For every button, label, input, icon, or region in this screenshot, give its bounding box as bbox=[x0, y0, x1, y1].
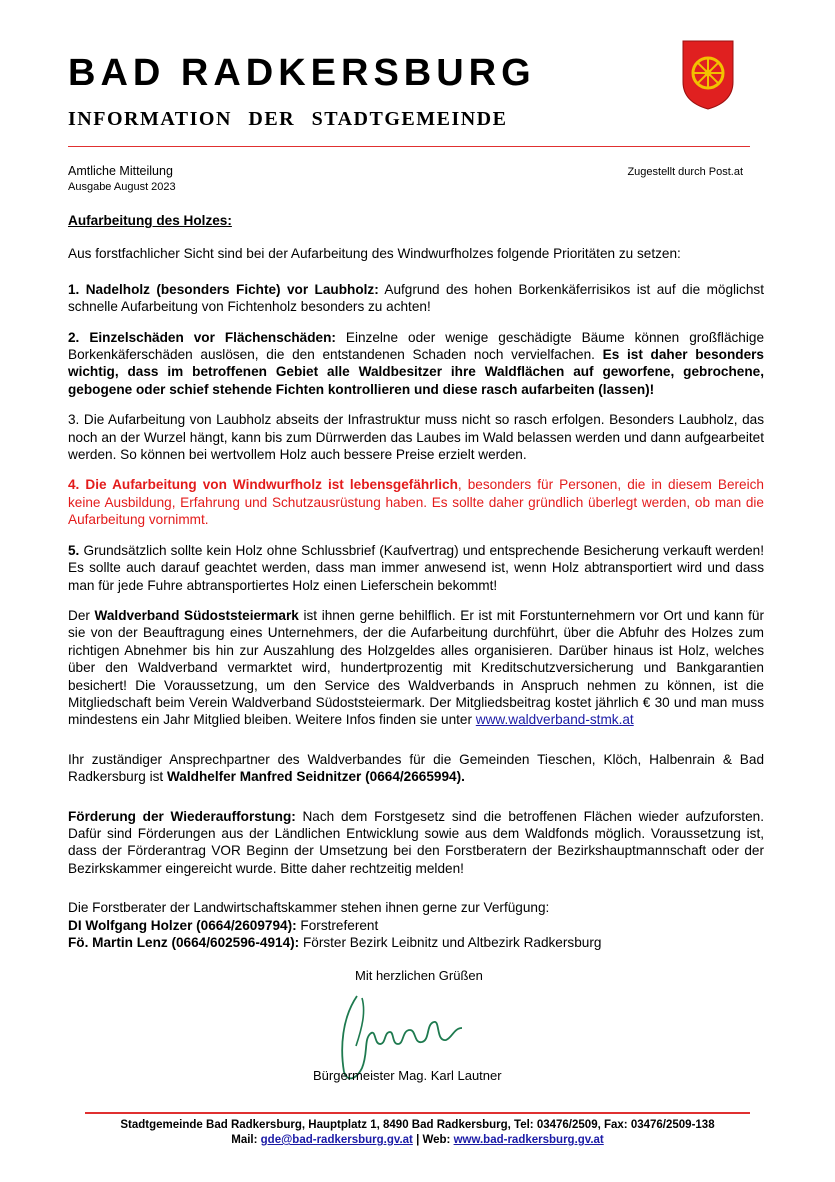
reforestation-paragraph: Förderung der Wiederaufforstung: Nach dem Forstgesetz sind die betroffenen Flächen wieder aufzuforsten. Dafür sind Förderungen aus der Ländlichen Entwicklung sowie aus dem Waldfonds möglich. Voraussetzung ist, dass der Förderantrag VOR Beginn der Umsetzung bei den Forstberatern der Bezirkshauptmannschaft oder der Bezirkskammer eingereicht wurde. Bitte daher rechtzeitig melden! bbox=[68, 808, 764, 876]
priority-4-warning: 4. Die Aufarbeitung von Windwurfholz ist lebensgefährlich, besonders für Personen, die in diesem Bereich keine Ausbildung, Erfahrung und Schutzausrüstung haben. Es sollte daher gründlich überlegt werden, ob man die Aufarbeitung vornimmt. bbox=[68, 477, 764, 528]
section-heading: Aufarbeitung des Holzes: bbox=[68, 213, 232, 228]
priority-5: 5. Grundsätzlich sollte kein Holz ohne Schlussbrief (Kaufvertrag) und entsprechende Besicherung verkauft werden! Es sollte auch darauf geachtet werden, dass man immer anwesend ist, wenn Holz abtransportiert wird und dass man für jede Fuhre abtransportiertes Holz einen Lieferschein bekommt! bbox=[68, 542, 764, 593]
priority-2: 2. Einzelschäden vor Flächenschäden: Einzelne oder wenige geschädigte Bäume können großflächige Borkenkäferschäden auslösen, die den entstandenen Schaden noch vervielfachen. Es ist daher besonders wichtig, dass im betroffenen Gebiet alle Waldbesitzer ihre Waldflächen auf geworfene, gebrochene, gebogene oder schief stehende Fichten kontrollieren und diese rasch aufarbeiten (lassen)! bbox=[68, 329, 764, 397]
website-link[interactable]: www.bad-radkersburg.gv.at bbox=[453, 1134, 604, 1146]
signer-name: Bürgermeister Mag. Karl Lautner bbox=[313, 1068, 502, 1083]
delivery-note: Zugestellt durch Post.at bbox=[627, 166, 743, 178]
coat-of-arms-icon bbox=[682, 40, 734, 110]
footer bbox=[0, 1118, 835, 1148]
footer-divider bbox=[85, 1112, 750, 1114]
letter-body bbox=[68, 212, 764, 964]
greeting: Mit herzlichen Grüßen bbox=[355, 968, 483, 983]
footer-contact: Mail: gde@bad-radkersburg.gv.at | Web: www.bad-radkersburg.gv.at bbox=[231, 1134, 604, 1146]
footer-address: Stadtgemeinde Bad Radkersburg, Hauptplatz 1, 8490 Bad Radkersburg, Tel: 03476/2509, Fax: 03476/2509-138 bbox=[120, 1119, 715, 1131]
advisors-paragraph: Die Forstberater der Landwirtschaftskammer stehen ihnen gerne zur Verfügung: DI Wolfgang Holzer (0664/2609794): Forstreferent Fö. Martin Lenz (0664/602596-4914): Förster Bezirk Leibnitz und Altbezirk Radkersburg bbox=[68, 900, 602, 950]
meta-label: Amtliche Mitteilung bbox=[68, 164, 173, 178]
contact-paragraph: Ihr zuständiger Ansprechpartner des Waldverbandes für die Gemeinden Tieschen, Klöch, Halbenrain & Bad Radkersburg ist Waldhelfer Manfred Seidnitzer (0664/2665994). bbox=[68, 751, 764, 785]
page-subtitle: INFORMATION DER STADTGEMEINDE bbox=[68, 108, 508, 130]
email-link[interactable]: gde@bad-radkersburg.gv.at bbox=[260, 1134, 413, 1146]
issue-date: Ausgabe August 2023 bbox=[68, 181, 176, 193]
waldverband-link[interactable]: www.waldverband-stmk.at bbox=[475, 712, 634, 728]
header-divider bbox=[68, 146, 750, 147]
page-title: BAD RADKERSBURG bbox=[68, 52, 536, 94]
priority-1: 1. Nadelholz (besonders Fichte) vor Laubholz: Aufgrund des hohen Borkenkäferrisikos ist auf die möglichst schnelle Aufarbeitung von Fichtenholz besonders zu achten! bbox=[68, 281, 764, 315]
waldverband-paragraph: Der Waldverband Südoststeiermark ist ihnen gerne behilflich. Er ist mit Forstunternehmern vor Ort und kann für sie von der Beauftragung eines Unternehmers, der die Aufarbeitung durchführt, über die Abfuhr des Holzes zum richtigen Abnehmer bis hin zur Auszahlung des Holzgeldes alles organisieren. Darüber hinaus ist Holz, welches über den Waldverband vermarktet wird, hundertprozentig mit Kreditschutzversicherung und Bankgarantien besichert! Die Voraussetzung, um den Service des Waldverbands in Anspruch nehmen zu können, ist die Mitgliedschaft beim Verein Waldverband Südoststeiermark. Der Mitgliedsbeitrag kostet jährlich € 30 und man muss mindestens ein Jahr Mitglied bleiben. Weitere Infos finden sie unter www.waldverband-stmk.at bbox=[68, 607, 764, 728]
intro-paragraph: Aus forstfachlicher Sicht sind bei der Aufarbeitung des Windwurfholzes folgende Prioritäten zu setzen: bbox=[68, 246, 681, 262]
issue-meta bbox=[68, 163, 176, 195]
priority-3: 3. Die Aufarbeitung von Laubholz abseits der Infrastruktur muss nicht so rasch erfolgen. Besonders Laubholz, das noch an der Wurzel hängt, kann bis zum Dürrwerden das Laubes im Wald belassen werden und dann aufgearbeitet werden. So können bei wertvollem Holz auch bessere Preise erzielt werden. bbox=[68, 412, 764, 463]
